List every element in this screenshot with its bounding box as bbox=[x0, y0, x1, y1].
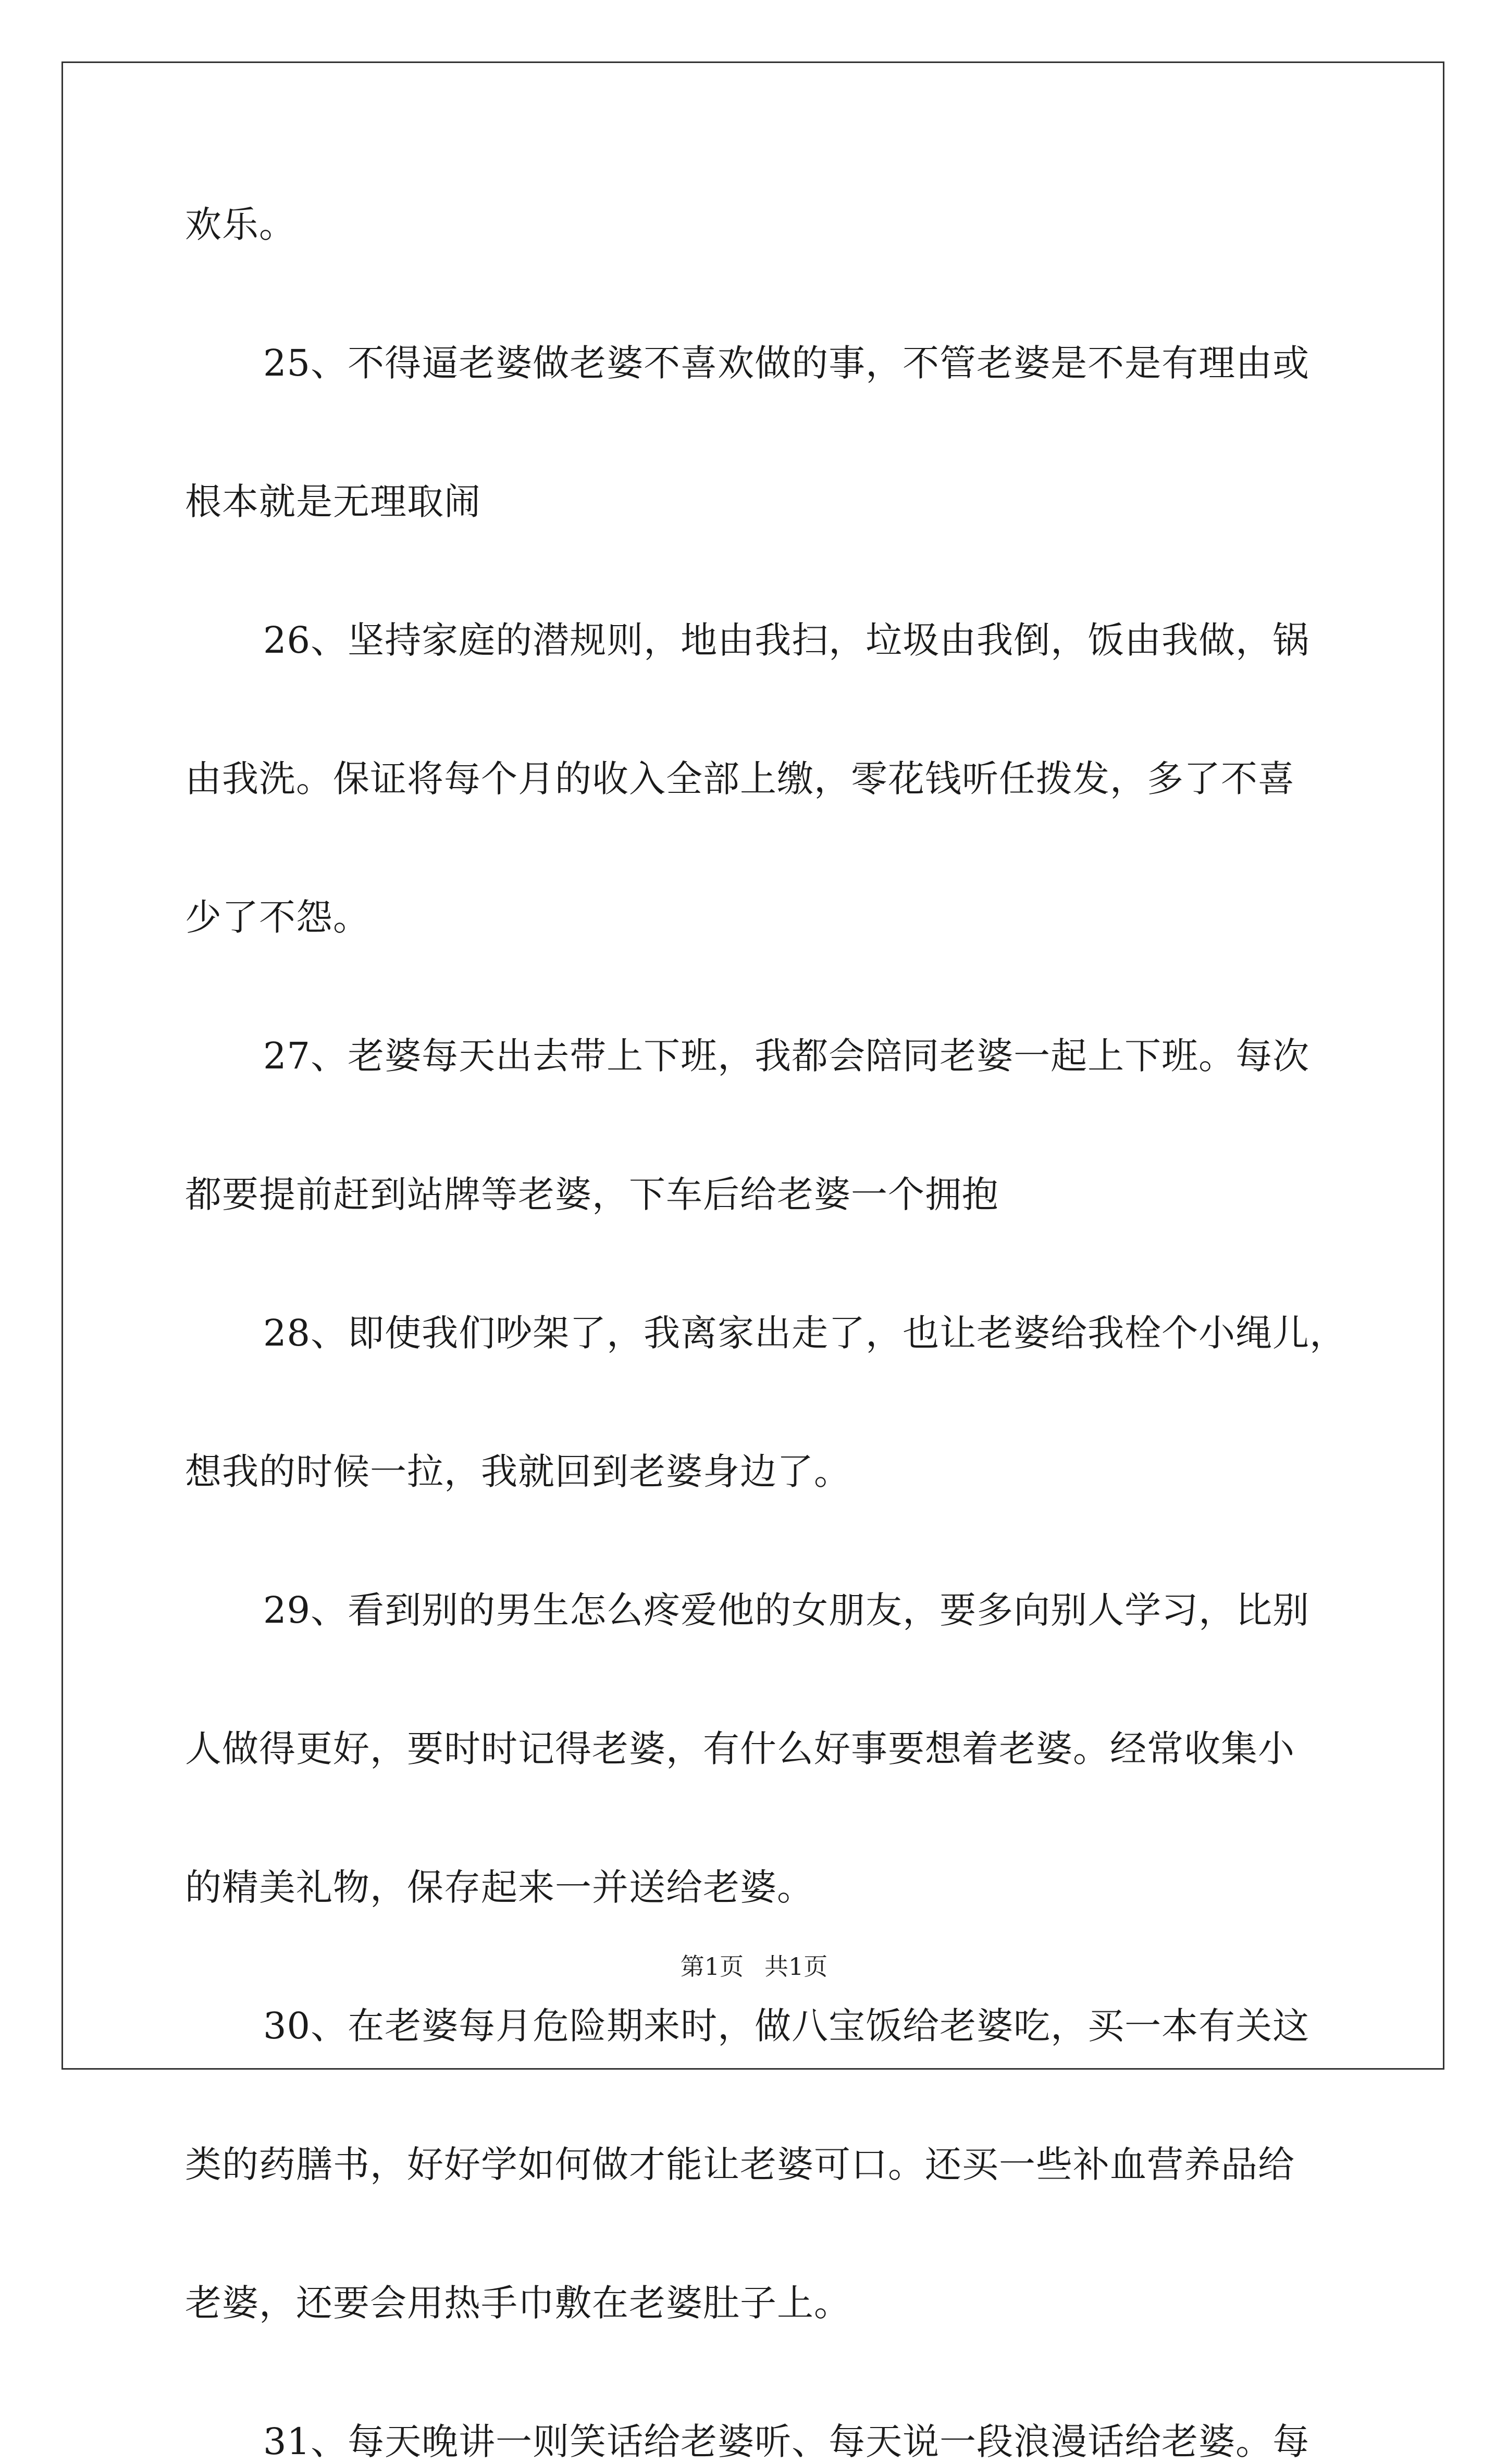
page-footer bbox=[0, 1951, 1508, 1982]
paragraph-26-line-1: 26、坚持家庭的潜规则，地由我扫，垃圾由我倒，饭由我做，锅 bbox=[263, 619, 1310, 662]
page-number-total: 共1页 bbox=[764, 1952, 828, 1981]
paragraph-30-line-2: 类的药膳书，好好学如何做才能让老婆可口。还买一些补血营养品给 bbox=[185, 2143, 1295, 2186]
paragraph-29-line-2: 人做得更好，要时时记得老婆，有什么好事要想着老婆。经常收集小 bbox=[185, 1727, 1295, 1770]
paragraph-30-line-1: 30、在老婆每月危险期来时，做八宝饭给老婆吃，买一本有关这 bbox=[263, 2005, 1310, 2047]
paragraph-28-line-2: 想我的时候一拉，我就回到老婆身边了。 bbox=[185, 1450, 851, 1493]
paragraph-28-line-1: 28、即使我们吵架了，我离家出走了，也让老婆给我栓个小绳儿， bbox=[263, 1312, 1347, 1354]
paragraph-31-line-1: 31、每天晚讲一则笑话给老婆听、每天说一段浪漫话给老婆。每 bbox=[263, 2420, 1310, 2463]
paragraph-29-line-1: 29、看到别的男生怎么疼爱他的女朋友，要多向别人学习，比别 bbox=[263, 1589, 1310, 1632]
paragraph-25-line-2: 根本就是无理取闹 bbox=[185, 480, 481, 523]
page-number-current: 第1页 bbox=[680, 1952, 744, 1981]
paragraph-27-line-1: 27、老婆每天出去带上下班，我都会陪同老婆一起上下班。每次 bbox=[263, 1035, 1310, 1077]
paragraph-27-line-2: 都要提前赶到站牌等老婆，下车后给老婆一个拥抱 bbox=[185, 1173, 999, 1216]
document-body bbox=[185, 202, 1347, 2464]
text-line: 欢乐。 bbox=[185, 203, 296, 246]
paragraph-26-line-2: 由我洗。保证将每个月的收入全部上缴，零花钱听任拨发，多了不喜 bbox=[185, 757, 1295, 800]
paragraph-29-line-3: 的精美礼物，保存起来一并送给老婆。 bbox=[185, 1866, 814, 1909]
paragraph-30-line-3: 老婆，还要会用热手巾敷在老婆肚子上。 bbox=[185, 2282, 851, 2324]
paragraph-25-line-1: 25、不得逼老婆做老婆不喜欢做的事，不管老婆是不是有理由或 bbox=[263, 342, 1310, 384]
paragraph-26-line-3: 少了不怨。 bbox=[185, 896, 370, 939]
